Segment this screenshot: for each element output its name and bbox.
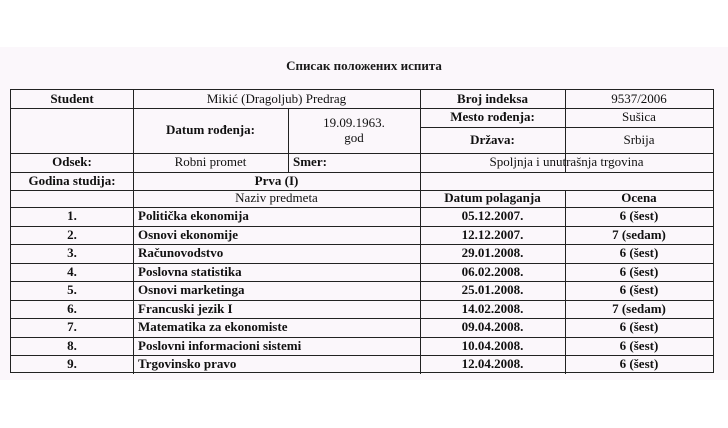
row-subject: Francuski jezik I (138, 300, 233, 316)
row-subject: Računovodstvo (138, 245, 224, 261)
index-label: Broj indeksa (457, 90, 528, 106)
country-label: Država: (470, 131, 515, 147)
row-subject: Trgovinsko pravo (138, 356, 237, 372)
row-grade: 6 (šest) (619, 245, 659, 261)
row-grade: 7 (sedam) (612, 226, 666, 242)
row-date: 12.12.2007. (461, 226, 524, 242)
dept-label: Odsek: (52, 154, 92, 170)
row-date: 29.01.2008. (461, 245, 524, 261)
row-subject: Osnovi marketinga (138, 282, 245, 298)
row-date: 06.02.2008. (461, 263, 524, 279)
row-subject: Poslovni informacioni sistemi (138, 337, 302, 353)
row-date: 05.12.2007. (461, 208, 524, 224)
row-number: 3. (67, 245, 77, 261)
row-grade: 6 (šest) (619, 356, 659, 372)
row-subject: Osnovi ekonomije (138, 226, 239, 242)
col-divider (288, 153, 289, 172)
row-grade: 6 (šest) (619, 263, 659, 279)
row-date: 10.04.2008. (461, 337, 524, 353)
row-subject: Politička ekonomija (138, 208, 249, 224)
year-value: Prva (I) (254, 172, 299, 188)
row-grade: 6 (šest) (619, 208, 659, 224)
row-number: 4. (67, 263, 77, 279)
student-value: Mikić (Dragoljub) Predrag (206, 90, 347, 106)
row-number: 1. (67, 208, 77, 224)
row-number: 9. (67, 356, 77, 372)
row-date: 12.04.2008. (461, 356, 524, 372)
row-number: 8. (67, 337, 77, 353)
exam-table (10, 89, 714, 373)
place-value: Sušica (622, 109, 656, 125)
country-value: Srbija (623, 131, 655, 147)
dept-value: Robni promet (174, 154, 247, 170)
row-number: 5. (67, 282, 77, 298)
year-label: Godina studija: (28, 172, 116, 188)
dob-value-line1: 19.09.1963. (323, 115, 385, 131)
row-grade: 6 (šest) (619, 337, 659, 353)
row-subject: Matematika za ekonomiste (138, 319, 288, 335)
index-value: 9537/2006 (611, 90, 667, 106)
row-grade: 7 (sedam) (612, 300, 666, 316)
col-header-grade: Ocena (621, 190, 657, 206)
row-number: 7. (67, 319, 77, 335)
row-grade: 6 (šest) (619, 319, 659, 335)
major-value: Spoljnja i unutrašnja trgovina (489, 154, 644, 170)
document-title: Списак положених испита (286, 58, 442, 73)
col-header-subject: Naziv predmeta (235, 190, 318, 206)
row-subject: Poslovna statistika (138, 263, 242, 279)
row-date: 09.04.2008. (461, 319, 524, 335)
student-label: Student (50, 90, 94, 106)
row-number: 2. (67, 226, 77, 242)
major-label: Smer: (293, 154, 327, 170)
col-header-date: Datum polaganja (444, 190, 541, 206)
place-label: Mesto rođenja: (450, 109, 535, 125)
row-number: 6. (67, 300, 77, 316)
dob-value (288, 108, 420, 153)
dob-label: Datum rođenja: (166, 122, 255, 138)
row-date: 25.01.2008. (461, 282, 524, 298)
row-grade: 6 (šest) (619, 282, 659, 298)
row-date: 14.02.2008. (461, 300, 524, 316)
dob-value-line2: god (344, 129, 364, 145)
